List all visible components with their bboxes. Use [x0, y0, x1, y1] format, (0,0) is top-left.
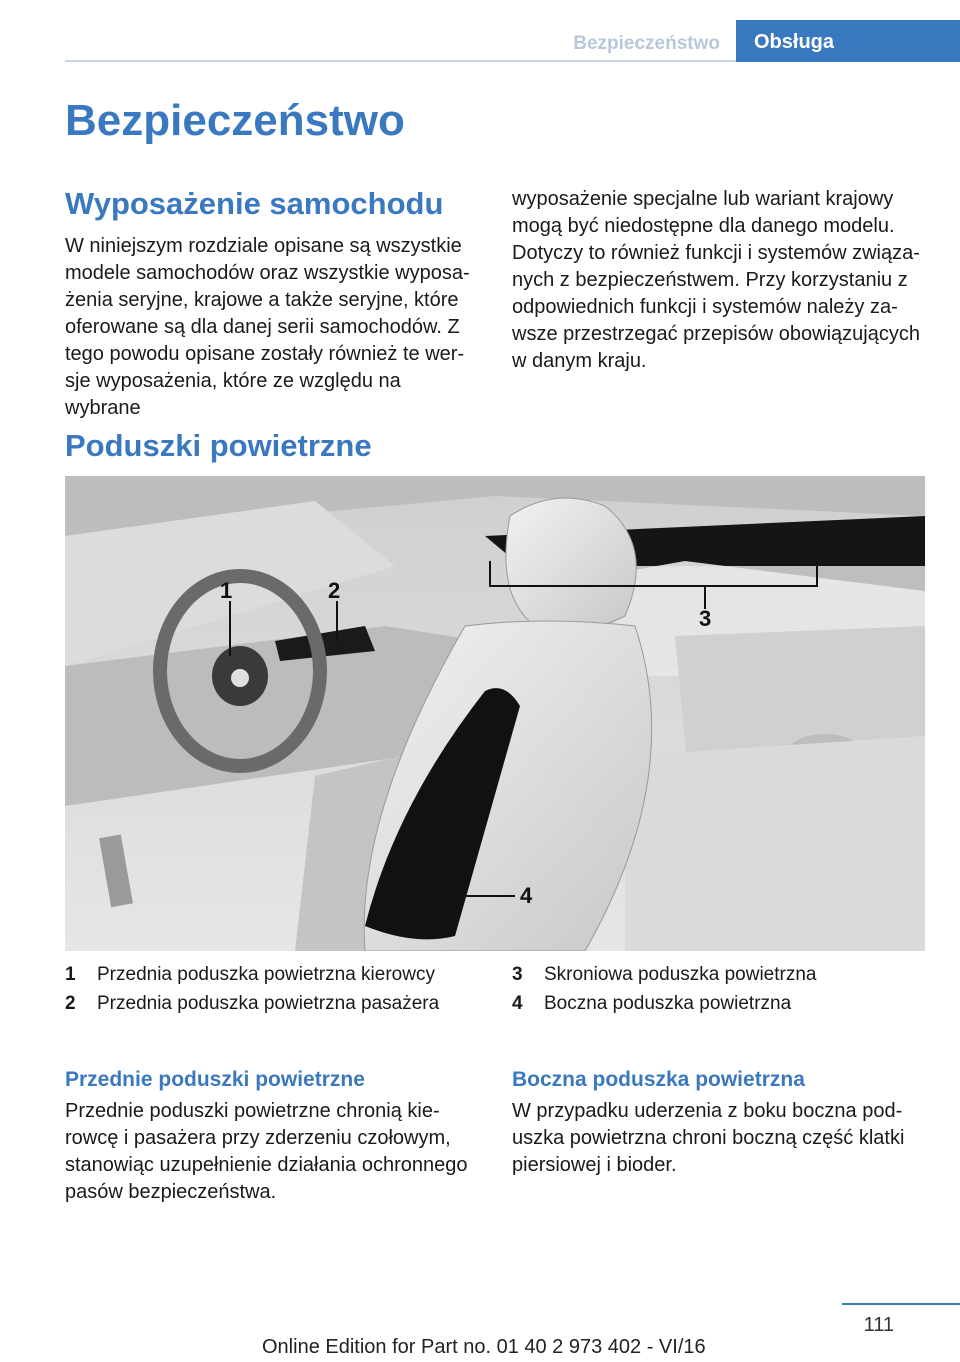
equipment-text-col1: W niniejszym rozdziale opisane są wszystkie modele samochodów oraz wszystkie wyposa-żenia seryjne, krajowe a także seryjne, które oferowane są dla danej serii samochodów. Z tego powodu opisane zostały również te wer-sje wyposażenia, które ze względu na wybrane [65, 235, 470, 419]
legend-num: 3 [512, 964, 523, 985]
legend-text: Przednia poduszka powietrzna pasażera [97, 993, 440, 1014]
callout-3: 3 [699, 606, 712, 631]
edition-footer: Online Edition for Part no. 01 40 2 973 402 - VI/16 [262, 1336, 706, 1358]
legend-item [65, 960, 439, 989]
callout-1: 1 [220, 578, 233, 603]
callout-4: 4 [520, 883, 533, 908]
subheading-front-airbags: Przednie poduszki powietrzne [65, 1068, 365, 1091]
legend-right [512, 960, 817, 1018]
header-tab-active[interactable]: Obsługa [736, 20, 960, 62]
equipment-text-col2: wyposażenie specjalne lub wariant krajowy mogą być niedostępne dla danego modelu. Dotyczy to również funkcji i systemów związa-nych z bezpieczeństwem. Przy korzystaniu z odpowiednich funkcji i systemów należy za-wsze przestrzegać przepisów obowiązujących w danym kraju. [512, 188, 920, 372]
side-airbag-text: W przypadku uderzenia z boku boczna pod-uszka powietrzna chroni boczną część klatki piersiowej i bioder. [512, 1100, 905, 1176]
page-title: Bezpieczeństwo [65, 96, 405, 145]
callout-2: 2 [328, 578, 341, 603]
legend-num: 1 [65, 964, 76, 985]
legend-item [65, 989, 439, 1018]
legend-num: 2 [65, 993, 76, 1014]
page-number: 111 [863, 1314, 894, 1336]
legend-left [65, 960, 439, 1018]
legend-text: Boczna poduszka powietrzna [544, 993, 792, 1014]
legend-text: Przednia poduszka powietrzna kierowcy [97, 964, 435, 985]
legend-text: Skroniowa poduszka powietrzna [544, 964, 817, 985]
section-heading-equipment: Wyposażenie samochodu [65, 186, 444, 221]
footer-rule [842, 1303, 960, 1305]
airbag-illustration [65, 476, 925, 951]
legend-item [512, 989, 817, 1018]
legend-num: 4 [512, 993, 523, 1014]
header-section-label[interactable]: Bezpieczeństwo [573, 33, 720, 54]
section-heading-airbags: Poduszki powietrzne [65, 428, 372, 463]
subheading-side-airbag: Boczna poduszka powietrzna [512, 1068, 805, 1091]
front-airbags-text: Przednie poduszki powietrzne chronią kie-rowcę i pasażera przy zderzeniu czołowym, stanowiąc uzupełnienie działania ochronnego pasów bezpieczeństwa. [65, 1100, 468, 1203]
legend-item [512, 960, 817, 989]
